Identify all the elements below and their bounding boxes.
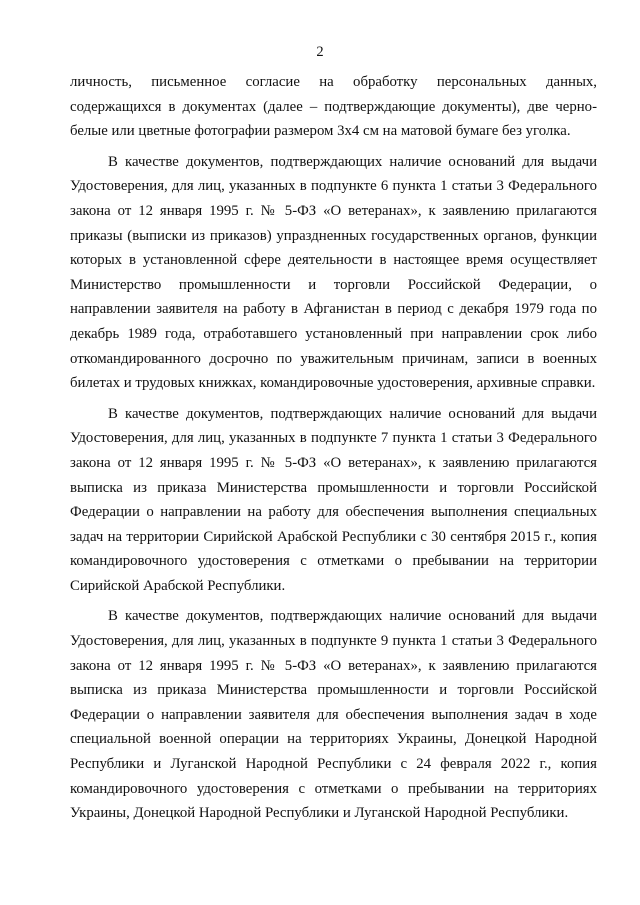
- paragraph-continuation: личность, письменное согласие на обработку персональных данных, содержащихся в документах (далее – подтверждающие документы), две черно-белые или цветные фотографии размером 3х4 см на матовой бумаге без уголка.: [70, 74, 597, 140]
- paragraph-subpoint-6: В качестве документов, подтверждающих наличие оснований для выдачи Удостоверения, для лиц, указанных в подпункте 6 пункта 1 статьи 3 Федерального закона от 12 января 1995 г. № 5-ФЗ «О ветеранах», к заявлению прилагаются приказы (выписки из приказов) упраздненных государственных органов, функции которых в установленной сфере деятельности в настоящее время осуществляет Министерство промышленности и торговли Российской Федерации, о направлении заявителя на работу в Афганистан в период с декабря 1979 года по декабрь 1989 года, отработавшего установленный при направлении срок либо откомандированного досрочно по уважительным причинам, записи в военных билетах и трудовых книжках, командировочные удостоверения, архивные справки.: [70, 153, 597, 392]
- document-body: [70, 70, 597, 832]
- paragraph-subpoint-9: В качестве документов, подтверждающих наличие оснований для выдачи Удостоверения, для лиц, указанных в подпункте 9 пункта 1 статьи 3 Федерального закона от 12 января 1995 г. № 5-ФЗ «О ветеранах», к заявлению прилагаются выписка из приказа Министерства промышленности и торговли Российской Федерации о направлении заявителя для обеспечения выполнения задач в ходе специальной военной операции на территориях Украины, Донецкой Народной Республики и Луганской Народной Республики с 24 февраля 2022 г., копия командировочного удостоверения с отметками о пребывании на территориях Украины, Донецкой Народной Республики и Луганской Народной Республики.: [70, 608, 597, 822]
- paragraph-subpoint-7: В качестве документов, подтверждающих наличие оснований для выдачи Удостоверения, для лиц, указанных в подпункте 7 пункта 1 статьи 3 Федерального закона от 12 января 1995 г. № 5-ФЗ «О ветеранах», к заявлению прилагаются выписка из приказа Министерства промышленности и торговли Российской Федерации о направлении на работу для обеспечения выполнения специальных задач на территории Сирийской Арабской Республики с 30 сентября 2015 г., копия командировочного удостоверения с отметками о пребывании на территории Сирийской Арабской Республики.: [70, 405, 597, 594]
- page-number: 2: [316, 44, 324, 60]
